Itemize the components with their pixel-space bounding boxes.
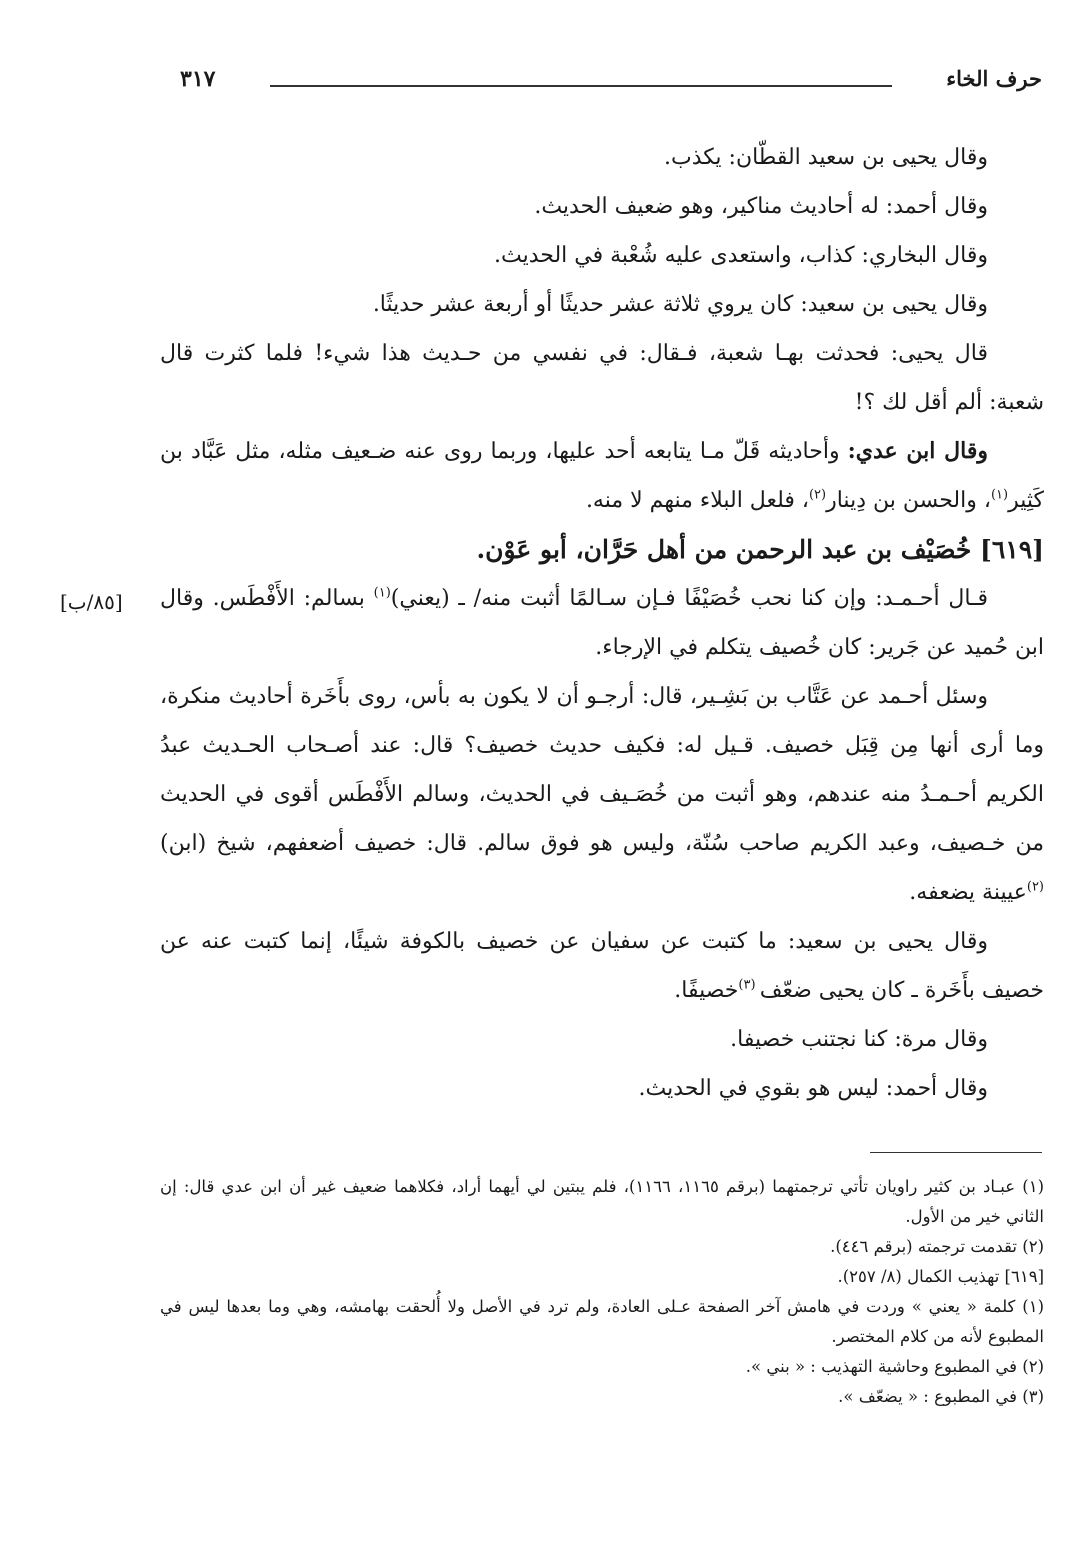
paragraph: قال يحيى: فحدثت بهـا شعبة، فـقال: في نفسي من حـديث هذا شيء! فلما كثرت قال شعبة: ألم أقل لك ؟!: [160, 341, 1044, 415]
text-run: خصيفًا.: [674, 978, 739, 1003]
text-run: ، والحسن بن دِينار: [826, 488, 991, 513]
paragraph: وقال البخاري: كذاب، واستعدى عليه شُعْبة في الحديث.: [494, 243, 988, 268]
footnote: (٣) في المطبوع : « يضعّف ».: [838, 1387, 1044, 1406]
paragraph: وقال مرة: كنا نجتنب خصيفا.: [730, 1027, 988, 1052]
paragraph: وقال يحيى بن سعيد: كان يروي ثلاثة عشر حديثًا أو أربعة عشر حديثًا.: [372, 292, 988, 317]
manuscript-folio-ref: [٨٥/ب]: [60, 590, 123, 614]
text-run: قـال أحـمـد: وإن كنا نحب خُصَيْفًا فـإن سـالمًا أثبت منه/ ـ (يعني): [390, 586, 988, 611]
header-rule: [270, 85, 892, 87]
paragraph: وقال أحمد: ليس هو بقوي في الحديث.: [638, 1076, 988, 1101]
text-run: عيينة يضعفه.: [909, 880, 1027, 905]
paragraph: [160, 917, 1044, 1015]
footnote-marker: (٣): [738, 977, 760, 993]
text-run: ، فلعل البلاء منهم لا منه.: [585, 488, 809, 513]
paragraph: وقال أحمد: له أحاديث مناكير، وهو ضعيف الحديث.: [534, 194, 988, 219]
text-run: وسئل أحـمد عن عَتَّاب بن بَشِـير، قال: أرجـو أن لا يكون به بأس، روى بأَخَرة أحاديث منكرة، وما أرى أنها مِن قِبَل خصيف. قـيل له: فكيف حديث خصيف؟ قال: عند أصـحاب الحـديث عبدُ الكريم أحـمـدُ منه عندهم، وهو أثبت من خُصَـيف في الحديث، وسالم الأَفْطَس أقوى في الحديث من خـصيف، وعبد الكريم صاحب سُنّة، وليس هو فوق سالم. قال: خصيف أضعفهم، شيخ (ابن): [160, 684, 1044, 856]
footnote-marker: (٢): [808, 487, 827, 503]
footnote-marker: (١): [990, 487, 1009, 503]
main-text: [160, 133, 1044, 1113]
text-run: بسالم: الأَفْطَس. وقال ابن حُميد عن جَرير: كان خُصيف يتكلم في الإرجاء.: [160, 586, 1044, 660]
running-header: [180, 66, 1042, 106]
footnote: (١) كلمة « يعني » وردت في هامش آخر الصفحة عـلى العادة، ولم ترد في الأصل ولا أُلحقت بهامشه، وهي وما بعدها ليس في المطبوع لأنه من كلام المختصر.: [160, 1297, 1044, 1346]
text-run: وقال يحيى بن سعيد: ما كتبت عن سفيان عن خصيف بالكوفة شيئًا، إنما كتبت عنه عن خصيف بأَخَرة ـ كان يحيى ضعّف: [160, 929, 1044, 1003]
paragraph: [160, 427, 1044, 525]
speaker-label: وقال ابن عدي:: [847, 438, 988, 464]
entry-heading: [٦١٩] خُصَيْف بن عبد الرحمن من أهل حَرَّان، أبو عَوْن.: [476, 535, 1044, 564]
paragraph: وقال يحيى بن سعيد القطّان: يكذب.: [664, 145, 988, 170]
footnote-marker: (١): [373, 585, 391, 601]
footnote: (٢) في المطبوع وحاشية التهذيب : « بني ».: [745, 1357, 1044, 1376]
paragraph: [160, 574, 1044, 672]
footnote-marker: (٢): [1026, 879, 1044, 895]
footnote: (٢) تقدمت ترجمته (برقم ٤٤٦).: [830, 1237, 1044, 1256]
chapter-title: حرف الخاء: [946, 66, 1042, 91]
footnotes: [160, 1172, 1044, 1412]
text-run: وأحاديثه قَلّ مـا يتابعه أحد عليها، وربما روى عنه ضـعيف مثله، مثل عَبَّاد بن كَثِير: [160, 439, 1044, 513]
footnote-separator: [870, 1152, 1042, 1153]
page-number: ٣١٧: [180, 66, 216, 92]
footnote: (١) عبـاد بن كثير راويان تأتي ترجمتهما (برقم ١١٦٥، ١١٦٦)، فلم يبتين لي أيهما أراد، فكلاهما ضعيف غير أن ابن عدي قال: إن الثاني خير من الأول.: [160, 1177, 1044, 1226]
footnote: [٦١٩] تهذيب الكمال (٨/ ٢٥٧).: [837, 1267, 1044, 1286]
paragraph: [160, 672, 1044, 917]
